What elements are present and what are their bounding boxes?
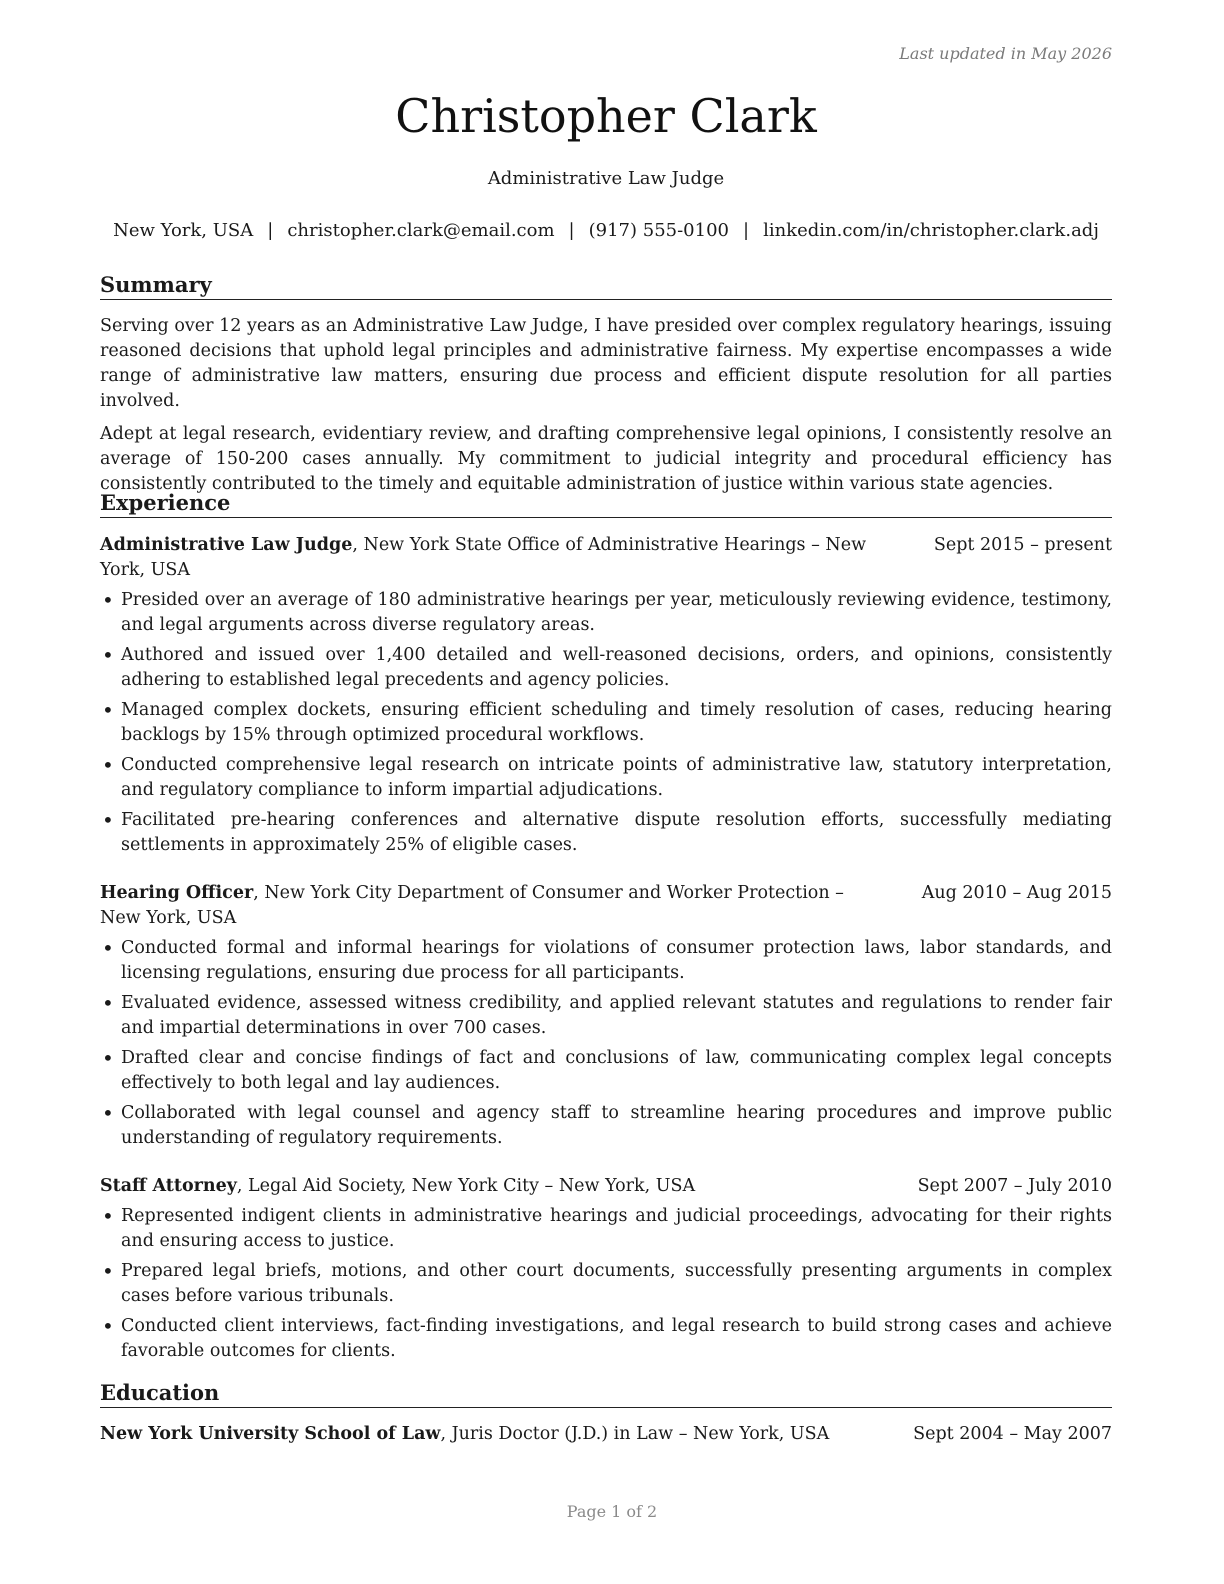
education-entry bbox=[100, 1422, 1112, 1447]
education-school-degree bbox=[100, 1422, 829, 1447]
contact-location: New York, USA bbox=[113, 220, 254, 241]
job-role: Administrative Law Judge bbox=[100, 535, 353, 555]
summary-section bbox=[100, 314, 1112, 505]
contact-email-link[interactable]: christopher.clark@email.com bbox=[287, 220, 555, 241]
experience-entry bbox=[100, 533, 1112, 863]
job-bullet: • Conducted comprehensive legal research on intricate points of administrative law, statutory interpretation, and regulatory compliance to inform impartial adjudications. bbox=[100, 753, 1112, 803]
summary-heading: Summary bbox=[100, 272, 1112, 300]
job-bullet: • Drafted clear and concise findings of fact and conclusions of law, communicating complex legal concepts effectively to both legal and lay audiences. bbox=[100, 1046, 1112, 1096]
page-number: Page 1 of 2 bbox=[566, 1502, 658, 1521]
job-bullet-list bbox=[100, 588, 1112, 858]
job-dates: Sept 2007 – July 2010 bbox=[917, 1176, 1112, 1196]
experience-entry bbox=[100, 1174, 1112, 1369]
contact-separator: | bbox=[267, 220, 274, 241]
job-organization: , New York State Office of Administrative Hearings – New York, USA bbox=[100, 535, 867, 580]
job-role: Staff Attorney bbox=[100, 1176, 237, 1196]
job-bullet-list bbox=[100, 1204, 1112, 1364]
education-degree: , Juris Doctor (J.D.) in Law – New York, USA bbox=[440, 1424, 830, 1444]
education-dates: Sept 2004 – May 2007 bbox=[913, 1424, 1112, 1444]
job-header bbox=[100, 881, 1112, 931]
job-bullet: • Conducted formal and informal hearings for violations of consumer protection laws, labor standards, and licensing regulations, ensuring due process for all participants. bbox=[100, 936, 1112, 986]
job-bullet: • Managed complex dockets, ensuring efficient scheduling and timely resolution of cases, reducing hearing backlogs by 15% through optimized procedural workflows. bbox=[100, 698, 1112, 748]
job-bullet: • Conducted client interviews, fact-finding investigations, and legal research to build strong cases and achieve favorable outcomes for clients. bbox=[100, 1314, 1112, 1364]
job-bullet-list bbox=[100, 936, 1112, 1151]
summary-paragraph: Adept at legal research, evidentiary review, and drafting comprehensive legal opinions, I consistently resolve an average of 150-200 cases annually. My commitment to judicial integrity and procedural efficiency has consistently contributed to the timely and equitable administration of justice within various state agencies. bbox=[100, 424, 1112, 494]
job-organization: , New York City Department of Consumer and Worker Protection – New York, USA bbox=[100, 883, 844, 928]
job-role-org bbox=[100, 881, 890, 931]
experience-entry bbox=[100, 881, 1112, 1156]
job-role: Hearing Officer bbox=[100, 883, 254, 903]
contact-separator: | bbox=[743, 220, 750, 241]
job-dates: Aug 2010 – Aug 2015 bbox=[921, 883, 1112, 903]
education-school: New York University School of Law bbox=[100, 1424, 441, 1444]
job-header bbox=[100, 533, 1112, 583]
job-bullet: • Prepared legal briefs, motions, and other court documents, successfully presenting arguments in complex cases before various tribunals. bbox=[100, 1259, 1112, 1309]
job-bullet: • Collaborated with legal counsel and agency staff to streamline hearing procedures and improve public understanding of regulatory requirements. bbox=[100, 1101, 1112, 1151]
job-bullet: • Facilitated pre-hearing conferences and alternative dispute resolution efforts, successfully mediating settlements in approximately 25% of eligible cases. bbox=[100, 808, 1112, 858]
job-role-org bbox=[100, 1174, 695, 1199]
job-bullet: • Represented indigent clients in administrative hearings and judicial proceedings, advocating for their rights and ensuring access to justice. bbox=[100, 1204, 1112, 1254]
job-bullet: • Authored and issued over 1,400 detailed and well-reasoned decisions, orders, and opinions, consistently adhering to established legal precedents and agency policies. bbox=[100, 643, 1112, 693]
contact-linkedin-link[interactable]: linkedin.com/in/christopher.clark.adj bbox=[763, 220, 1099, 241]
last-updated-note: Last updated in May 2026 bbox=[899, 44, 1112, 63]
summary-paragraph: Serving over 12 years as an Administrative Law Judge, I have presided over complex regulatory hearings, issuing reasoned decisions that uphold legal principles and administrative fairness. My expertise encompasses a wide range of administrative law matters, ensuring due process and efficient dispute resolution for all parties involved. bbox=[100, 316, 1112, 411]
job-bullet: • Evaluated evidence, assessed witness credibility, and applied relevant statutes and regulations to render fair and impartial determinations in over 700 cases. bbox=[100, 991, 1112, 1041]
contact-separator: | bbox=[568, 220, 575, 241]
job-bullet: • Presided over an average of 180 administrative hearings per year, meticulously reviewing evidence, testimony, and legal arguments across diverse regulatory areas. bbox=[100, 588, 1112, 638]
candidate-title: Administrative Law Judge bbox=[487, 168, 725, 189]
candidate-name: Christopher Clark bbox=[395, 89, 817, 143]
job-organization: , Legal Aid Society, New York City – New York, USA bbox=[236, 1176, 696, 1196]
education-heading: Education bbox=[100, 1380, 1112, 1408]
job-header bbox=[100, 1174, 1112, 1199]
job-dates: Sept 2015 – present bbox=[933, 535, 1112, 555]
job-role-org bbox=[100, 533, 890, 583]
education-header bbox=[100, 1422, 1112, 1447]
experience-heading: Experience bbox=[100, 490, 1112, 518]
contact-phone-link[interactable]: (917) 555-0100 bbox=[588, 220, 729, 241]
contact-line bbox=[100, 219, 1112, 243]
